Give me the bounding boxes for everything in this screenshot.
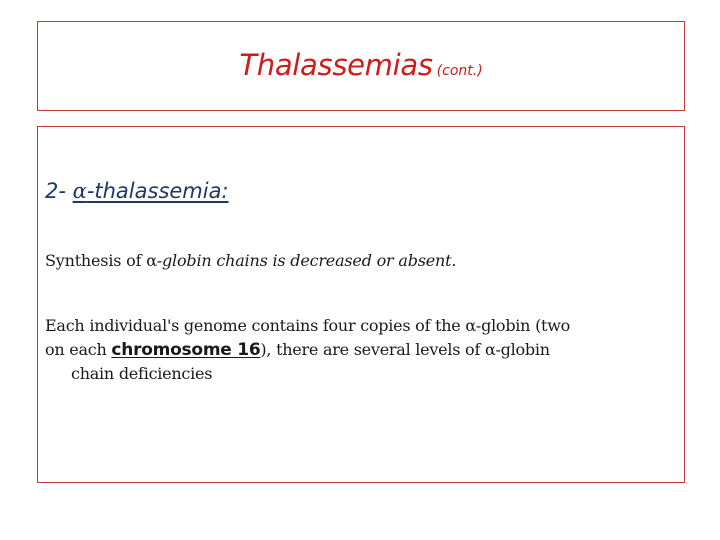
paragraph2-line2-after: ), there are several levels of α-globin (260, 340, 550, 359)
chromosome-16-emphasis: chromosome 16 (111, 340, 261, 360)
paragraph2-line3: chain deficiencies (71, 364, 213, 383)
paragraph-synthesis (45, 251, 456, 270)
paragraph-genome (45, 314, 675, 386)
content-frame (37, 126, 685, 483)
paragraph2-line2-before: on each (45, 340, 112, 359)
heading-text: -thalassemia: (86, 179, 229, 203)
title-subtitle-text: (cont.) (436, 63, 483, 79)
heading-underlined (73, 179, 229, 203)
paragraph2-line1: Each individual's genome contains four copies of the α-globin (two (45, 316, 571, 335)
heading-greek-letter: α (72, 179, 87, 203)
slide-title (38, 48, 684, 82)
paragraph1-greek: α (146, 251, 157, 270)
paragraph1-rest: -globin chains is decreased or absent. (156, 251, 457, 270)
title-main-text: Thalassemias (239, 48, 433, 82)
heading-prefix: 2- (45, 179, 73, 203)
title-frame (37, 21, 685, 111)
paragraph1-lead: Synthesis of (45, 251, 147, 270)
section-heading (45, 179, 229, 203)
paragraph2-line2 (45, 338, 675, 362)
